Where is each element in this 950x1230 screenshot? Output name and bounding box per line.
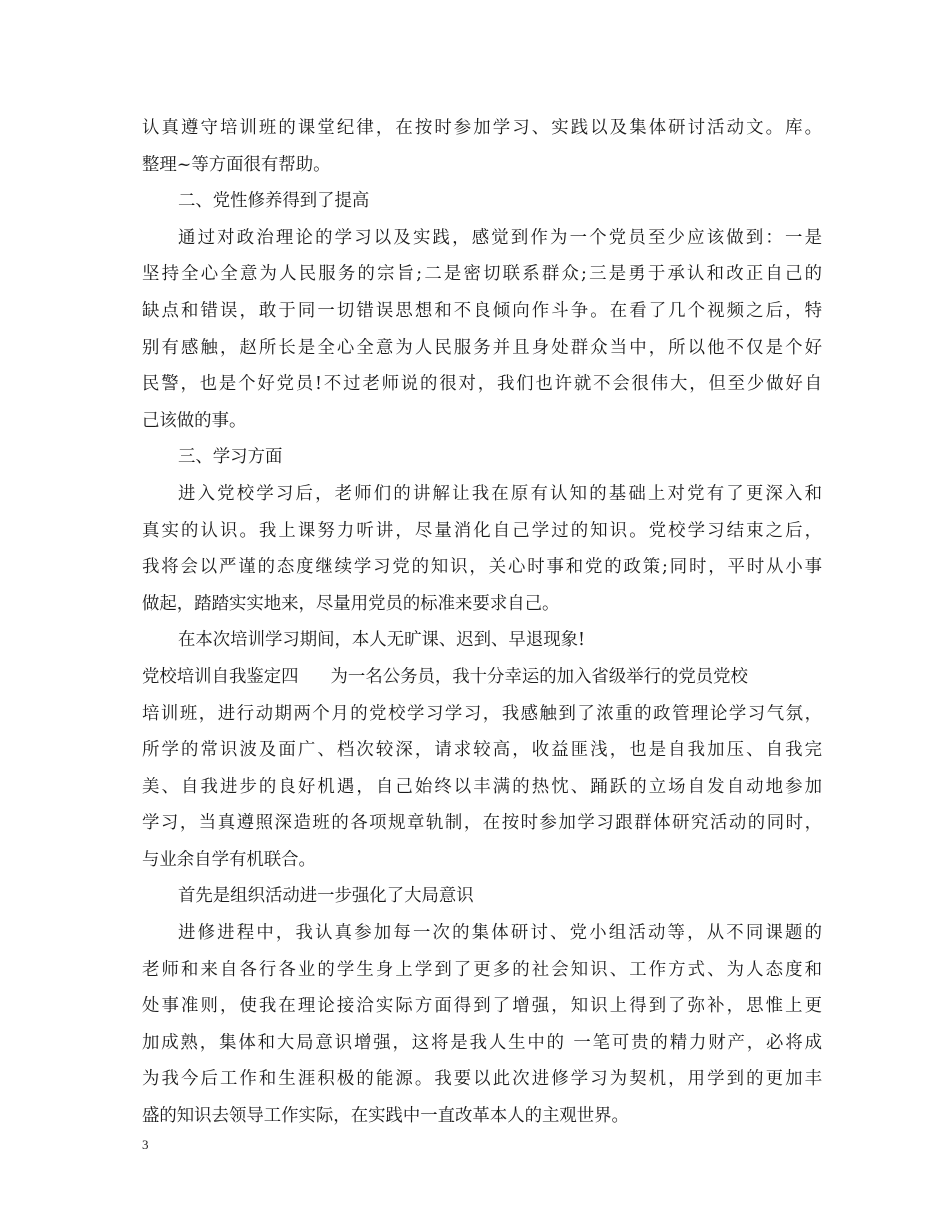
text-line: 与业余自学有机联合。 [142, 849, 316, 870]
section-heading-line [142, 659, 822, 696]
text-line: 真实的认识。我上课努力听讲，尽量消化自己学过的知识。党校学习结束之后， [142, 520, 822, 541]
text-line: 进入党校学习后，老师们的讲解让我在原有认知的基础上对党有了更深入和 [178, 483, 822, 504]
text-line: 认真遵守培训班的课堂纪律，在按时参加学习、实践以及集体研讨活动文。库。 [142, 118, 822, 138]
text-line: 我将会以严谨的态度继续学习党的知识，关心时事和党的政策;同时，平时从小事 [142, 557, 822, 578]
text-line: 坚持全心全意为人民服务的宗旨;二是密切联系群众;三是勇于承认和改正自己的 [142, 264, 822, 285]
text-line: 在本次培训学习期间，本人无旷课、迟到、早退现象! [178, 630, 585, 651]
text-line: 所学的常识波及面广、档次较深，请求较高，收益匪浅，也是自我加压、自我完 [142, 740, 822, 761]
text-line: 通过对政治理论的学习以及实践，感觉到作为一个党员至少应该做到：一是 [178, 227, 822, 248]
text-line: 培训班，进行动期两个月的党校学习学习，我感触到了浓重的政管理论学习气氛， [142, 703, 822, 724]
text-line: 首先是组织活动进一步强化了大局意识 [178, 886, 474, 907]
document-page [142, 110, 822, 1135]
text-line: 处事准则，使我在理论接洽实际方面得到了增强，知识上得到了弥补，思惟上更 [142, 996, 822, 1017]
body-text-block-2 [142, 696, 822, 1135]
text-line: 做起，踏踏实实地来，尽量用党员的标准来要求自己。 [142, 593, 560, 614]
text-line: 己该做的事。 [142, 410, 247, 431]
text-line: 美、自我进步的良好机遇，自己始终以丰满的热忱、踊跃的立场自发自动地参加 [142, 776, 822, 797]
text-line: 二、党性修养得到了提高 [178, 191, 370, 212]
text-line: 老师和来自各行各业的学生身上学到了更多的社会知识、工作方式、为人态度和 [142, 959, 822, 980]
text-line: 整理~等方面很有帮助。 [142, 154, 331, 175]
section-first-sentence: 为一名公务员，我十分幸运的加入省级举行的党员党校 [330, 666, 748, 687]
text-line: 加成熟，集体和大局意识增强，这将是我人生中的 一笔可贵的精力财产，必将成 [142, 1032, 822, 1053]
text-line: 缺点和错误，敢于同一切错误思想和不良倾向作斗争。在看了几个视频之后，特 [142, 300, 822, 321]
text-line: 盛的知识去领导工作实际，在实践中一直改革本人的主观世界。 [142, 1106, 629, 1127]
text-line: 民警，也是个好党员!不过老师说的很对，我们也许就不会很伟大，但至少做好自 [142, 374, 822, 395]
text-line: 别有感触，赵所长是全心全意为人民服务并且身处群众当中，所以他不仅是个好 [142, 337, 822, 358]
body-text-block-1 [142, 110, 822, 659]
text-line: 三、学习方面 [178, 447, 283, 468]
section-title: 党校培训自我鉴定四 [142, 666, 299, 687]
text-line: 学习，当真遵照深造班的各项规章轨制，在按时参加学习跟群体研究活动的同时， [142, 813, 822, 834]
text-line: 进修进程中，我认真参加每一次的集体研讨、党小组活动等，从不同课题的 [178, 923, 822, 944]
page-number: 3 [142, 1137, 149, 1152]
text-line: 为我今后工作和生涯积极的能源。我要以此次进修学习为契机，用学到的更加丰 [142, 1069, 822, 1090]
